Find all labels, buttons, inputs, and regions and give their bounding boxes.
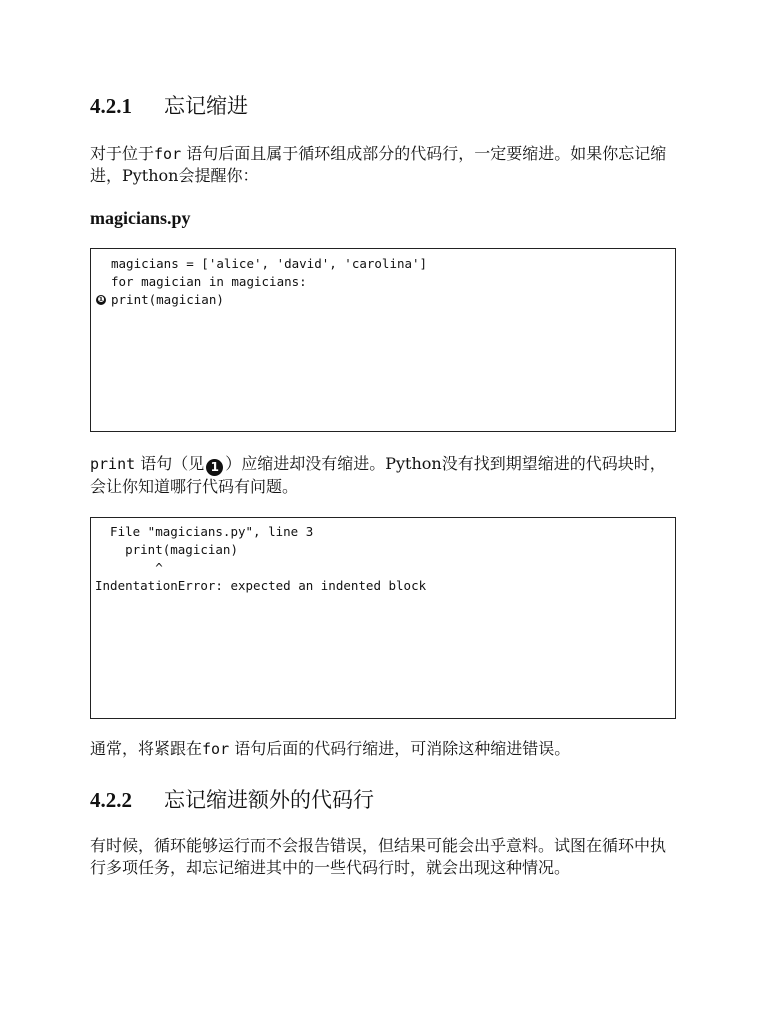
section-heading-4-2-2 [90,786,374,814]
section-title: 忘记缩进 [164,94,248,118]
paragraph-intro: 对于位于for 语句后面且属于循环组成部分的代码行，一定要缩进。如果你忘记缩进，Python会提醒你： [90,144,667,185]
error-line: IndentationError: expected an indented block [95,578,427,593]
section-heading-4-2-1 [90,92,248,120]
section-title: 忘记缩进额外的代码行 [164,788,374,812]
inline-code-for: for [202,740,230,758]
code-line: for magician in magicians: [111,274,307,289]
error-line: ^ [95,560,163,575]
paragraph-fix-note: 通常，将紧跟在for 语句后面的代码行缩进，可消除这种缩进错误。 [90,739,571,758]
code-line: magicians = ['alice', 'david', 'carolina'] [111,256,428,271]
inline-code-print: print [90,455,136,473]
callout-reference-1: 1 [206,459,223,476]
error-line: File "magicians.py", line 3 [95,524,314,539]
error-output-box [90,517,676,719]
section-number: 4.2.1 [90,94,132,118]
code-listing-box [90,248,676,432]
code-line-marked: ❶ print(magician) [97,292,224,307]
section-number: 4.2.2 [90,788,132,812]
callout-marker-1: ❶ [97,295,105,304]
error-line: print(magician) [95,542,238,557]
paragraph-extra-lines: 有时候，循环能够运行而不会报告错误，但结果可能会出乎意料。试图在循环中执行多项任务，却忘记缩进其中的一些代码行时，就会出现这种情况。 [90,836,667,877]
inline-code-for: for [154,145,182,163]
paragraph-print-explanation: print 语句（见 1 ）应缩进却没有缩进。Python没有找到期望缩进的代码块时，会让你知道哪行代码有问题。 [90,454,666,496]
file-name-label: magicians.py [90,208,191,228]
